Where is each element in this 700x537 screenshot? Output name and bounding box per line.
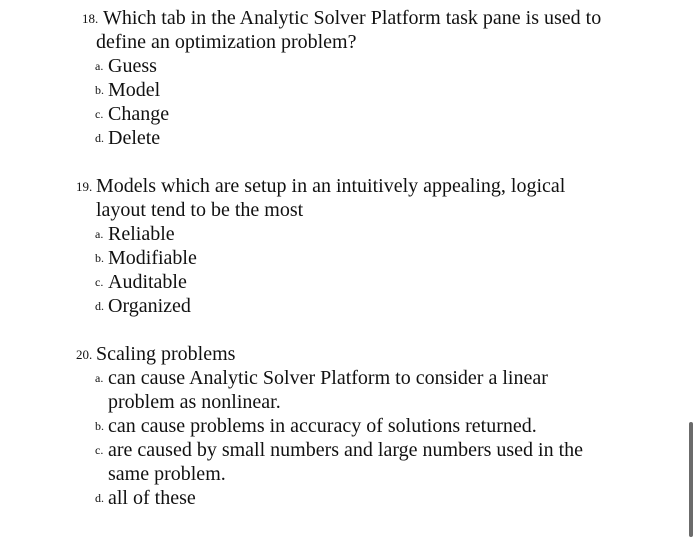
option-d bbox=[0, 486, 680, 510]
option-a bbox=[0, 366, 680, 390]
option-letter: b. bbox=[95, 251, 104, 265]
question-stem: layout tend to be the most bbox=[96, 199, 304, 221]
vertical-scrollbar[interactable] bbox=[689, 422, 693, 537]
question-stem-line bbox=[0, 174, 680, 198]
option-text: can cause problems in accuracy of solutions returned. bbox=[108, 415, 537, 437]
option-text: Guess bbox=[108, 55, 157, 77]
option-letter: c. bbox=[95, 107, 104, 121]
question-20 bbox=[0, 342, 680, 510]
option-letter: a. bbox=[95, 59, 104, 73]
option-text: can cause Analytic Solver Platform to consider a linear bbox=[108, 367, 548, 389]
question-number: 19. bbox=[76, 179, 93, 194]
option-a-continuation bbox=[0, 390, 680, 414]
question-stem: Scaling problems bbox=[96, 343, 236, 365]
option-c bbox=[0, 438, 680, 462]
option-text: same problem. bbox=[108, 463, 226, 485]
option-letter: d. bbox=[95, 131, 104, 145]
option-letter: a. bbox=[95, 227, 104, 241]
option-c-continuation bbox=[0, 462, 680, 486]
option-d bbox=[0, 294, 680, 318]
option-b bbox=[0, 246, 680, 270]
question-stem-line bbox=[0, 6, 680, 30]
option-letter: d. bbox=[95, 491, 104, 505]
option-text: Modifiable bbox=[108, 247, 197, 269]
question-19 bbox=[0, 174, 680, 318]
question-number: 18. bbox=[82, 11, 99, 26]
question-stem-line bbox=[0, 30, 680, 54]
question-18 bbox=[0, 6, 680, 150]
option-text: Model bbox=[108, 79, 161, 101]
option-b bbox=[0, 78, 680, 102]
option-letter: a. bbox=[95, 371, 104, 385]
option-text: all of these bbox=[108, 487, 196, 509]
option-a bbox=[0, 222, 680, 246]
option-text: Organized bbox=[108, 295, 191, 317]
option-letter: b. bbox=[95, 83, 104, 97]
option-b bbox=[0, 414, 680, 438]
option-letter: d. bbox=[95, 299, 104, 313]
option-d bbox=[0, 126, 680, 150]
question-stem-line bbox=[0, 342, 680, 366]
question-stem: define an optimization problem? bbox=[96, 31, 357, 53]
option-letter: c. bbox=[95, 443, 104, 457]
question-stem: Models which are setup in an intuitively appealing, logical bbox=[96, 175, 566, 197]
option-a bbox=[0, 54, 680, 78]
option-letter: c. bbox=[95, 275, 104, 289]
option-text: Delete bbox=[108, 127, 161, 149]
option-text: are caused by small numbers and large numbers used in the bbox=[108, 439, 584, 461]
question-stem-line bbox=[0, 198, 680, 222]
option-text: Change bbox=[108, 103, 170, 125]
question-number: 20. bbox=[76, 347, 93, 362]
option-c bbox=[0, 102, 680, 126]
option-c bbox=[0, 270, 680, 294]
question-stem: Which tab in the Analytic Solver Platform task pane is used to bbox=[103, 7, 602, 29]
option-text: Reliable bbox=[108, 223, 175, 245]
option-text: Auditable bbox=[108, 271, 187, 293]
option-letter: b. bbox=[95, 419, 104, 433]
option-text: problem as nonlinear. bbox=[108, 391, 281, 413]
